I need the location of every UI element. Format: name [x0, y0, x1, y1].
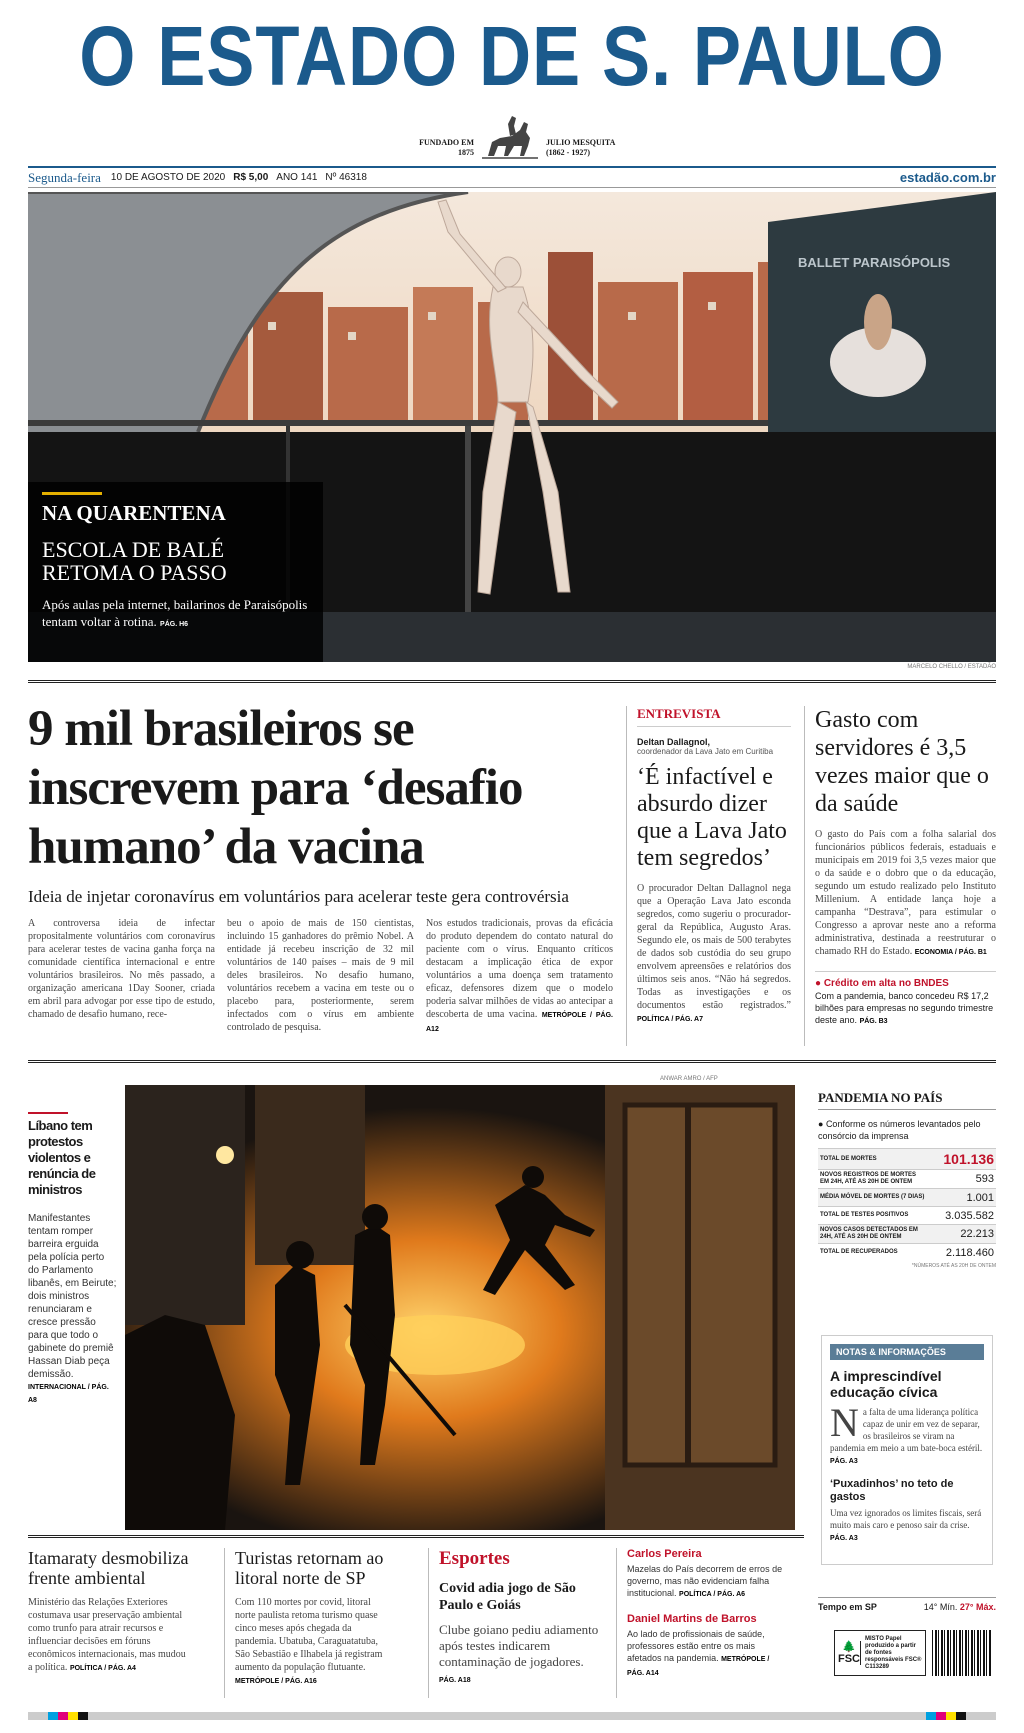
stat-label: NOVOS REGISTROS DE MORTES EM 24H, ATÉ AS 20H DE ONTEM: [820, 1172, 917, 1185]
gasto-page-ref: ECONOMIA / PÁG. B1: [914, 949, 987, 956]
notas-page-ref-1: PÁG. A3: [830, 1458, 858, 1465]
columnist-name[interactable]: Carlos Pereira: [627, 1548, 702, 1560]
columnist-body: Mazelas do País decorrem de erros de governo, mas não evidenciam falha institucional.: [627, 1564, 783, 1598]
dateline: [28, 166, 996, 188]
main-col-3: [426, 917, 613, 1036]
pandemia-intro-text: Conforme os números levantados pelo consórcio da imprensa: [818, 1119, 981, 1141]
stat-label: NOVOS CASOS DETECTADOS EM 24H, ATÉ AS 20H DE ONTEM: [820, 1227, 918, 1240]
founded-year: 1875: [458, 148, 474, 157]
section-rule: [28, 680, 996, 683]
bndes-note: [815, 971, 996, 1028]
section-rule-2: [28, 1060, 996, 1063]
notas-headline-1[interactable]: A imprescindível educação cívica: [830, 1368, 942, 1400]
brief-page-ref: PÁG. A18: [439, 1677, 471, 1684]
lebanon-accent-bar: [28, 1112, 68, 1114]
brief-body: Ministério das Relações Exteriores costumava usar preservação ambiental como trunfo para atrair recursos e influenciar decisões em fóruns econômicos internacionais, mas mudou a política.: [28, 1597, 186, 1673]
magenta-swatch: [936, 1712, 946, 1720]
fsc-text: MISTO Papel produzido a partir de fontes responsáveis FSC® C113289: [865, 1635, 922, 1670]
notas-body-2: Uma vez ignorados os limites fiscais, será muito mais caro e penoso sair da crise.: [830, 1508, 982, 1530]
lebanon-headline[interactable]: Líbano tem protestos violentos e renúncia de ministros: [28, 1118, 96, 1197]
stat-label: TOTAL DE TESTES POSITIVOS: [820, 1212, 909, 1218]
newspaper-title: O ESTADO DE S. PAULO: [79, 9, 945, 103]
beirut-protest-photo: [125, 1085, 795, 1530]
weather-label: Tempo em SP: [818, 1602, 877, 1612]
brief-page-ref: METRÓPOLE / PÁG. A16: [235, 1678, 317, 1685]
bndes-page-ref: PÁG. B3: [859, 1018, 888, 1025]
hero-page-ref: PÁG. H6: [160, 621, 189, 628]
weather-temps: [924, 1602, 996, 1612]
lebanon-text: Manifestantes tentam romper barreira erguida pela polícia perto do Parlamento libanês, em Beirute; dois ministros renunciaram e cresce pressão para que todo o gabinete do premiê Hassan Diab peça demissão.: [28, 1213, 117, 1380]
interview-text: O procurador Deltan Dallagnol nega que a Operação Lava Jato esconda segredos, como sugeriu o procurador-geral da República, Augusto Aras. Segundo ele, os mais de 500 terabytes de dados sob custódia do seu grupo envolvem apreensões e relatórios dos últimos seis anos. “Não há segredos. Todas as investigações e os documentos estão registrados.”: [637, 883, 791, 1011]
brief-page-ref: POLÍTICA / PÁG. A4: [69, 1665, 136, 1672]
barcode: [932, 1630, 992, 1676]
founder-name: JULIO MESQUITA: [546, 138, 616, 147]
brief-headline[interactable]: Covid adia jogo de São Paulo e Goiás: [439, 1581, 576, 1613]
columnist-page-ref: POLÍTICA / PÁG. A6: [679, 1591, 746, 1598]
gasto-headline[interactable]: Gasto com servidores é 3,5 vezes maior que o da saúde: [815, 707, 989, 817]
brief-text: [439, 1622, 600, 1689]
brief-body: Com 110 mortes por covid, litoral norte paulista retoma turismo quase cinco meses após chegada da pandemia. Ubatuba, Caraguatatuba, São Sebastião e Ilhabela já registram aumento da população flutuante.: [235, 1597, 383, 1673]
stat-row: [818, 1169, 996, 1188]
brief-turistas: [224, 1548, 394, 1698]
notas-headline-2[interactable]: ‘Puxadinhos’ no teto de gastos: [830, 1478, 954, 1503]
stat-label: MÉDIA MÓVEL DE MORTES (7 DIAS): [820, 1194, 925, 1200]
cyan-swatch: [926, 1712, 936, 1720]
caption-accent-bar: [42, 492, 102, 495]
bndes-text: Com a pandemia, banco concedeu R$ 17,2 bilhões para empresas no segundo trimestre deste ano.: [815, 991, 994, 1025]
price: R$ 5,00: [233, 172, 269, 183]
gasto-column: [804, 706, 996, 1046]
brief-body: Clube goiano pediu adiamento após testes indicarem contaminação de jogadores.: [439, 1622, 599, 1669]
fsc-logo-text: FSC: [838, 1653, 860, 1665]
main-page-ref: METRÓPOLE / PÁG. A12: [426, 1012, 613, 1033]
lebanon-page-ref: INTERNACIONAL / PÁG. A8: [28, 1384, 109, 1404]
interview-role: coordenador da Lava Jato em Curitiba: [637, 747, 774, 756]
lebanon-body: [28, 1212, 118, 1407]
main-headline[interactable]: 9 mil brasileiros se inscrevem para ‘desafio humano’ da vacina: [28, 701, 523, 875]
stat-value: 2.118.460: [945, 1246, 994, 1259]
date: 10 DE AGOSTO DE 2020: [110, 172, 226, 183]
founded-label: [400, 138, 474, 158]
notas-text-2: [830, 1507, 984, 1545]
main-subheadline: Ideia de injetar coronavírus em voluntários para acelerar teste gera controvérsia: [28, 887, 569, 906]
stat-value: 593: [975, 1173, 994, 1185]
main-col-2: beu o apoio de mais de 150 cientistas, incluindo 15 ganhadores do prêmio Nobel. A entidade já recebeu inscrição de 32 mil voluntários de 140 países – mais de 9 mil deles brasileiros. No desafio humano, voluntários recebem a vacina em teste ou o placebo para, posteriormente, serem infectados com o vírus em ambiente controlado de pesquisa.: [227, 918, 414, 1033]
bndes-title-text: Crédito em alta no BNDES: [823, 978, 949, 989]
main-story: [28, 700, 613, 1045]
interview-kicker: ENTREVISTA: [637, 706, 791, 727]
weather-bar: [818, 1597, 996, 1612]
columnist-name[interactable]: Daniel Martins de Barros: [627, 1613, 757, 1625]
stat-row: [818, 1188, 996, 1206]
pandemia-stats-table: [818, 1148, 996, 1261]
protest-scene: [125, 1085, 795, 1530]
bndes-title[interactable]: ● Crédito em alta no BNDES: [815, 978, 949, 989]
notas-body-1: a falta de uma liderança política capaz de unir em vez de separar, os brasileiros se viram na pandemia em meio a um bate-boca estéril.: [830, 1407, 983, 1453]
interview-person: Deltan Dallagnol,: [637, 737, 711, 747]
columnists: [616, 1548, 796, 1698]
color-registration-strip: [28, 1712, 996, 1720]
black-swatch: [956, 1712, 966, 1720]
edition-year: ANO 141: [276, 172, 318, 183]
lebanon-story: [28, 1112, 118, 1532]
masthead: [0, 0, 1024, 165]
ballet-photo: [28, 192, 996, 662]
brief-text: [28, 1596, 190, 1675]
interview-quote[interactable]: ‘É infactível e absurdo dizer que a Lava Jato tem segredos’: [637, 764, 787, 871]
hero-text-body: Após aulas pela internet, bailarinos de Paraisópolis tentam voltar à rotina.: [42, 597, 308, 629]
columnist-body: Ao lado de profissionais de saúde, professores estão entre os mais afetados na pandemia.: [627, 1629, 765, 1663]
stat-value: 22.213: [960, 1228, 994, 1240]
columnist-text: [627, 1563, 788, 1601]
hero-kicker: NA QUARENTENA: [42, 501, 226, 525]
magenta-swatch: [58, 1712, 68, 1720]
interview-body: [637, 882, 791, 1026]
brief-headline[interactable]: Itamaraty desmobiliza frente ambiental: [28, 1548, 189, 1588]
stat-row: [818, 1224, 996, 1243]
founder-years: (1862 - 1927): [546, 148, 590, 157]
notas-page-ref-2: PÁG. A3: [830, 1535, 858, 1542]
hero-caption: [28, 482, 323, 662]
founders-block: [0, 112, 1024, 164]
pandemia-source: *NÚMEROS ATÉ AS 20H DE ONTEM: [911, 1263, 996, 1269]
edition-number: Nº 46318: [325, 172, 367, 183]
columnist-page-ref: METRÓPOLE / PÁG. A14: [627, 1656, 770, 1677]
stat-value: 101.136: [943, 1151, 994, 1167]
stat-row: [818, 1148, 996, 1169]
hero-headline[interactable]: ESCOLA DE BALÉ RETOMA O PASSO: [42, 537, 227, 585]
stat-label: TOTAL DE MORTES: [820, 1155, 877, 1162]
hero-text: [42, 596, 309, 633]
stat-value: 1.001: [966, 1191, 994, 1204]
stat-label: TOTAL DE RECUPERADOS: [820, 1249, 898, 1255]
notas-kicker: NOTAS & INFORMAÇÕES: [830, 1344, 984, 1360]
stat-value: 3.035.582: [945, 1209, 994, 1222]
fsc-seal: [834, 1630, 926, 1676]
main-col-1: A controversa ideia de infectar propositalmente voluntários com coronavírus para acelerar testes de vacina ganha força na comunidade científica internacional e entre voluntários brasileiros. No mês passado, a organização americana 1Day Sooner, criada em abril para advogar por esse tipo de estudo, chamado de desafio humano, rece-: [28, 918, 215, 1020]
stat-row: [818, 1243, 996, 1261]
horse-rider-icon: [478, 112, 542, 164]
yellow-swatch: [68, 1712, 78, 1720]
notas-box: [821, 1335, 993, 1565]
poster-sign: BALLET PARAISÓPOLIS: [798, 255, 951, 270]
yellow-swatch: [946, 1712, 956, 1720]
brief-text: [235, 1596, 386, 1688]
temp-max: 27° Máx.: [959, 1602, 996, 1612]
interview-column: [626, 706, 791, 1046]
main-col-3-text: Nos estudos tradicionais, provas da eficácia do produto dependem do contato natural do paciente com o vírus. Enquanto críticos destacam a implicação ética de expor voluntários a uma doença sem tratamento eficaz, defensores dizem que o modelo poderia salvar milhões de vidas ao antecipar a descoberta de uma vacina.: [426, 918, 613, 1020]
notas-text-1: [830, 1400, 984, 1468]
columnist-text: [627, 1628, 788, 1680]
pandemia-intro: ● Conforme os números levantados pelo consórcio da imprensa: [818, 1119, 981, 1141]
founded-text: FUNDADO EM: [419, 138, 474, 147]
riot-photo-credit: ANWAR AMRO / AFP: [660, 1076, 718, 1082]
hero-photo-credit: MARCELO CHELLO / ESTADÃO: [907, 664, 996, 670]
dropcap: N: [830, 1400, 859, 1445]
weekday: Segunda-feira: [28, 169, 101, 185]
section-rule-3: [28, 1535, 804, 1538]
brief-esportes: [428, 1548, 608, 1698]
main-body: [28, 917, 613, 1036]
interview-page-ref: POLÍTICA / PÁG. A7: [637, 1016, 703, 1023]
pandemia-kicker: PANDEMIA NO PAÍS: [818, 1090, 996, 1110]
pandemia-box: [818, 1090, 996, 1295]
site-link[interactable]: estadão.com.br: [899, 170, 996, 185]
brief-itamaraty: [28, 1548, 198, 1698]
black-swatch: [78, 1712, 88, 1720]
stat-row: [818, 1206, 996, 1224]
fsc-tree-icon: 🌲 FSC: [838, 1641, 860, 1665]
esportes-kicker: Esportes: [439, 1548, 510, 1569]
gasto-body: [815, 828, 996, 959]
brief-headline[interactable]: Turistas retornam ao litoral norte de SP: [235, 1548, 384, 1588]
founder-label: [546, 138, 636, 158]
gasto-text: O gasto do País com a folha salarial dos funcionários públicos federais, estaduais e municipais em 2019 foi 3,5 vezes maior que o da saúde e o dobro que o da educação, segundo um estudo realizado pelo Instituto Millenium. A entidade lança hoje a campanha “Destrava”, para estimular o Congresso a aprovar neste ano a reforma administrativa, destinada a reestruturar o chamado RH do Estado.: [815, 829, 996, 957]
cyan-swatch: [48, 1712, 58, 1720]
temp-min: 14° Mín.: [923, 1602, 958, 1612]
